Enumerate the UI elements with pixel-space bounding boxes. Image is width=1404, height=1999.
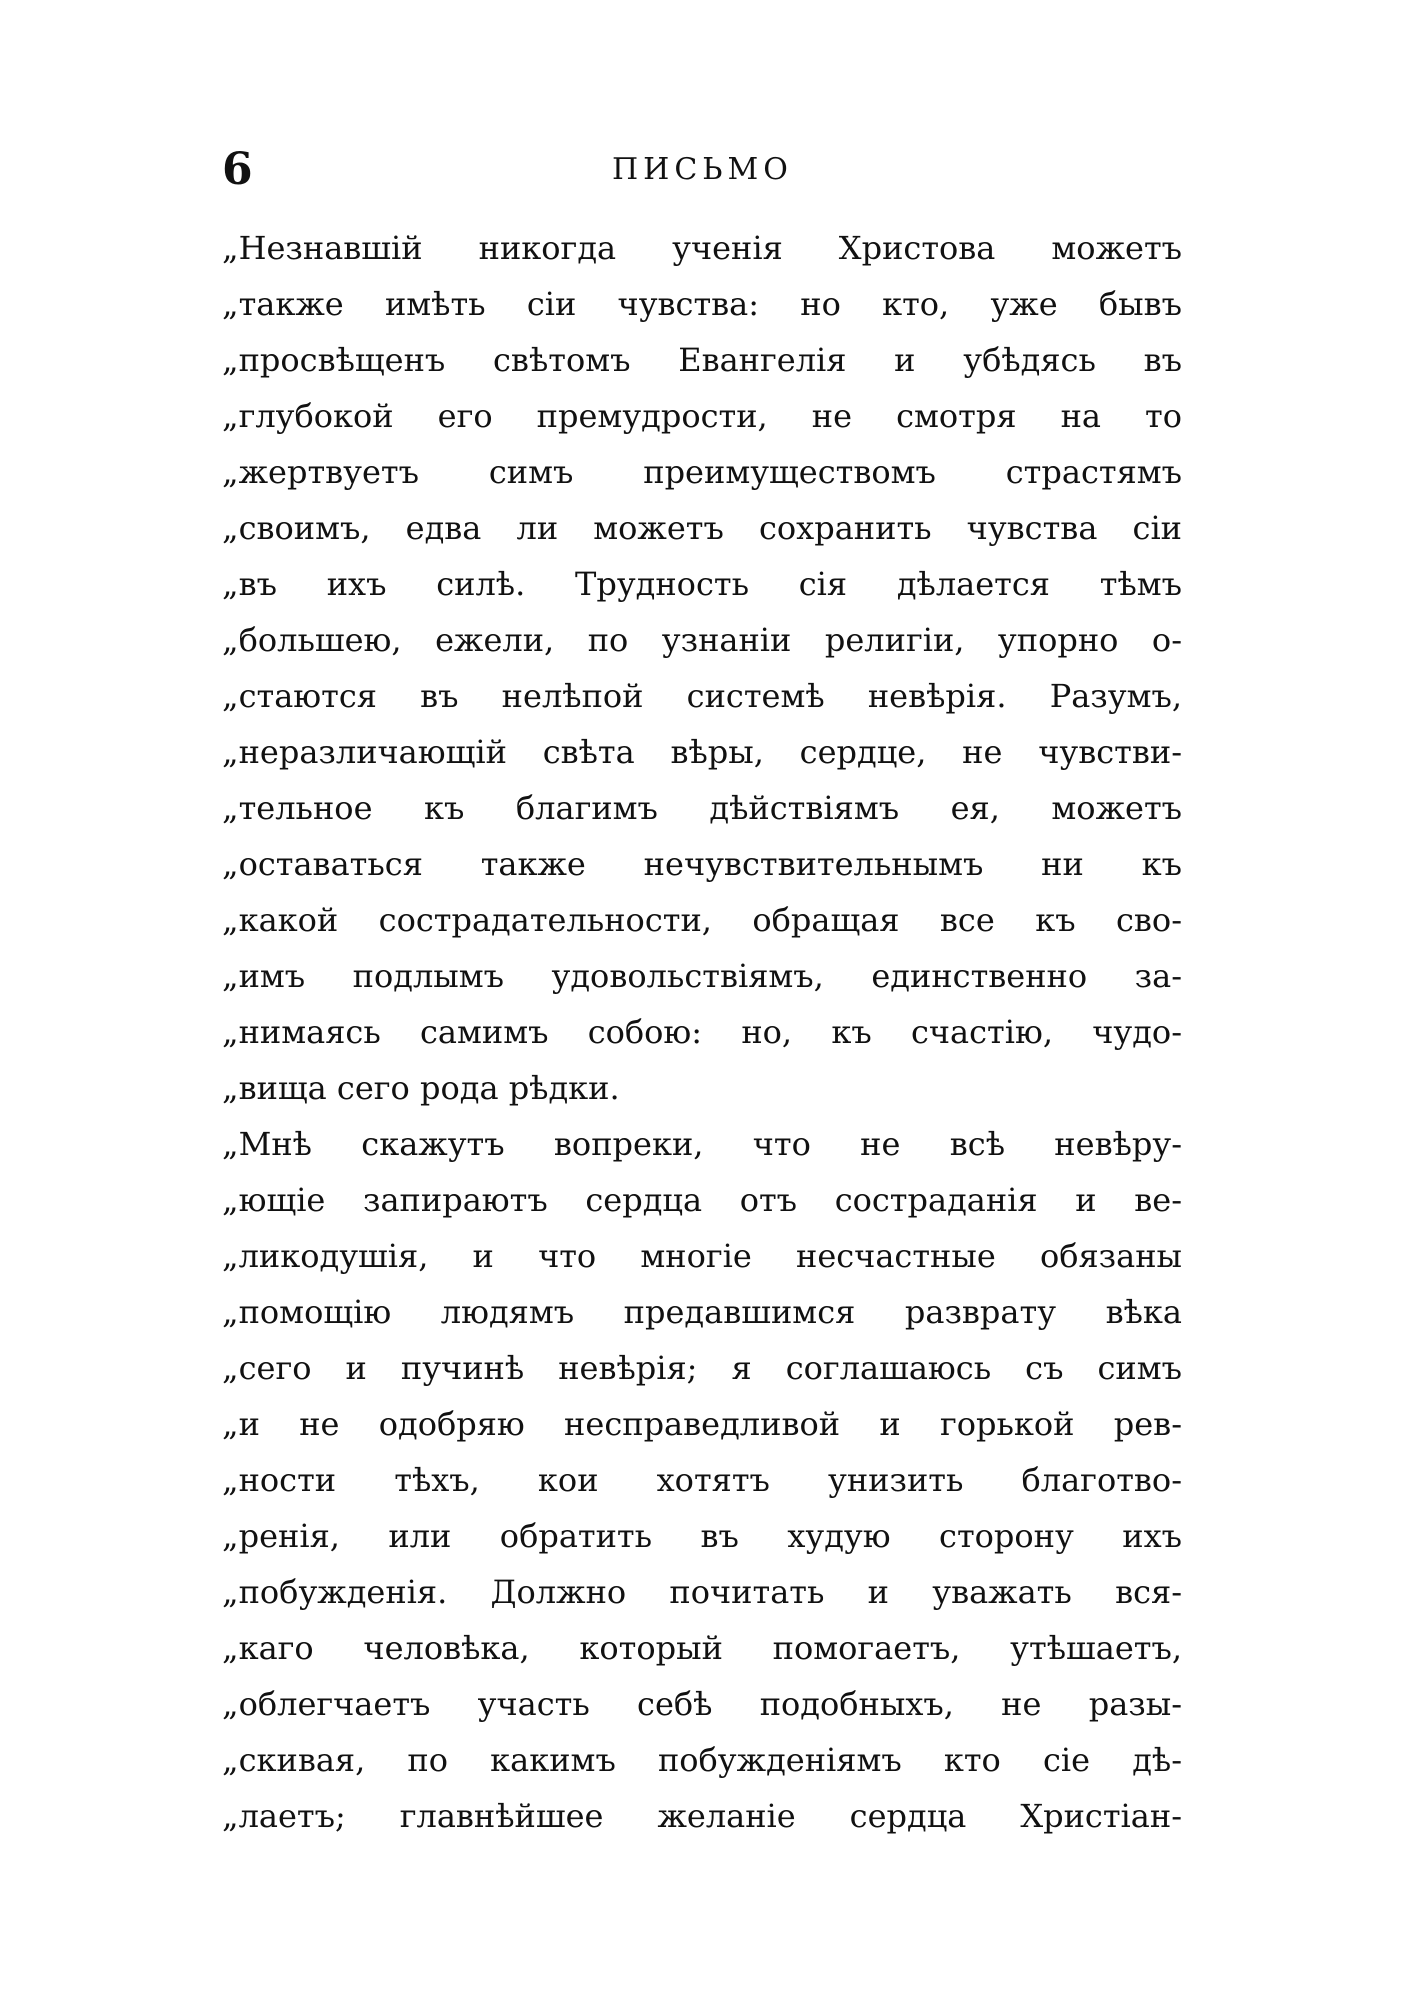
text-line: „помощію людямъ предавшимся разврату вѣка (222, 1293, 1182, 1331)
text-line: „имъ подлымъ удовольствіямъ, единственно за- (222, 957, 1182, 995)
text-line: „побужденія. Должно почитать и уважать вся- (222, 1573, 1182, 1611)
text-line: „каго человѣка, который помогаетъ, утѣшаетъ, (222, 1629, 1182, 1667)
text-line: „и не одобряю несправедливой и горькой рев- (222, 1405, 1182, 1443)
text-line: „просвѣщенъ свѣтомъ Евангелія и убѣдясь въ (222, 341, 1182, 379)
text-line: „неразличающій свѣта вѣры, сердце, не чувстви- (222, 733, 1182, 771)
text-line: „лаетъ; главнѣйшее желаніе сердца Христіан- (222, 1797, 1182, 1835)
text-line: „сего и пучинѣ невѣрія; я соглашаюсь съ симъ (222, 1349, 1182, 1387)
page-header (222, 140, 1182, 200)
page-number: 6 (222, 144, 253, 195)
text-line: „облегчаетъ участь себѣ подобныхъ, не разы- (222, 1685, 1182, 1723)
text-line: „скивая, по какимъ побужденіямъ кто сіе дѣ- (222, 1741, 1182, 1779)
text-line: „ющіе запираютъ сердца отъ сострaданія и ве- (222, 1181, 1182, 1219)
text-line: „ности тѣхъ, кои хотятъ унизить благотво- (222, 1461, 1182, 1499)
text-line: „стаются въ нелѣпой системѣ невѣрія. Разумъ, (222, 677, 1182, 715)
text-line: „въ ихъ силѣ. Трудность сія дѣлается тѣмъ (222, 565, 1182, 603)
text-line: „жертвуетъ симъ преимуществомъ страстямъ (222, 453, 1182, 491)
text-line: „ренія, или обратить въ худую сторону ихъ (222, 1517, 1182, 1555)
text-line: „глубокой его премудрости, не смотря на то (222, 397, 1182, 435)
running-head: ПИСЬМО (612, 152, 793, 187)
text-line: „нимаясь самимъ собою: но, къ счастію, чудо- (222, 1013, 1182, 1051)
text-line: „вища сего рода рѣдки. (222, 1069, 620, 1107)
text-line: „ликодушія, и что многіе несчастные обязаны (222, 1237, 1182, 1275)
text-line: „Мнѣ скажутъ вопреки, что не всѣ невѣру- (222, 1125, 1182, 1163)
text-line: „своимъ, едва ли можетъ сохранить чувства сіи (222, 509, 1182, 547)
text-line: „какой сострадательности, обращая все къ сво- (222, 901, 1182, 939)
text-line: „Незнавшій никогда ученія Христова можетъ (222, 229, 1182, 267)
text-line: „большею, ежели, по узнаніи религіи, упорно о- (222, 621, 1182, 659)
text-line: „также имѣть сіи чувства: но кто, уже бывъ (222, 285, 1182, 323)
body-text (222, 220, 1182, 1844)
text-line: „оставаться также нечувствительнымъ ни къ (222, 845, 1182, 883)
text-line: „тельное къ благимъ дѣйствіямъ ея, можетъ (222, 789, 1182, 827)
